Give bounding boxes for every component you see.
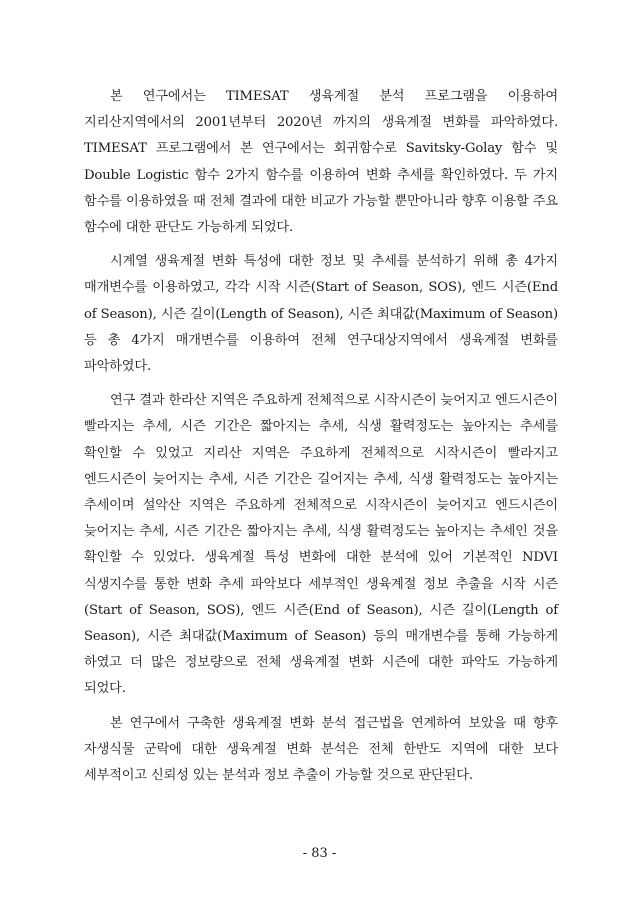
paragraph-parameters: 시계열 생육계절 변화 특성에 대한 정보 및 추세를 분석하기 위해 총 4가지 매개변수를 이용하였고, 각각 시작 시즌(Start of Season, SOS), 엔드 시즌(End of Season), 시즌 길이(Length of Season), 시즌 최대값(Maximum of Season) 등 총 4가지 매개변수를 이용하여 전체 연구대상지역에서 생육계절 변화를 파악하였다.	[84, 254, 558, 375]
paragraph-conclusion: 본 연구에서 구축한 생육계절 변화 분석 접근법을 연계하여 보았을 때 향후 자생식물 군락에 대한 생육계절 변화 분석은 전체 한반도 지역에 대한 보다 세부적이고 신뢰성 있는 분석과 정보 추출이 가능할 것으로 판단된다.	[84, 715, 558, 784]
paragraph-timesat-intro: 본 연구에서는 TIMESAT 생육계절 분석 프로그램을 이용하여 지리산지역에서의 2001년부터 2020년 까지의 생육계절 변화를 파악하였다. TIMESAT 프로그램에서 본 연구에서는 회귀함수로 Savitsky-Golay 함수 및 Double Logistic 함수 2가지 함수를 이용하여 변화 추세를 확인하였다. 두 가지 함수를 이용하였을 때 전체 결과에 대한 비교가 가능할 뿐만아니라 향후 이용할 주요 함수에 대한 판단도 가능하게 되었다.	[84, 89, 558, 236]
document-body	[84, 84, 558, 797]
page-number: - 83 -	[302, 846, 337, 861]
paragraph-results: 연구 결과 한라산 지역은 주요하게 전체적으로 시작시즌이 늦어지고 엔드시즌이 빨라지는 추세, 시즌 기간은 짧아지는 추세, 식생 활력정도는 높아지는 추세를 확인할 수 있었고 지리산 지역은 주요하게 전체적으로 시작시즌이 빨라지고 엔드시즌이 늦어지는 추세, 시즌 기간은 길어지는 추세, 식생 활력정도는 높아지는 추세이며 설악산 지역은 주요하게 전체적으로 시작시즌이 늦어지고 엔드시즌이 늦어지는 추세, 시즌 기간은 짧아지는 추세, 식생 활력정도는 높아지는 추세인 것을 확인할 수 있었다. 생육계절 특성 변화에 대한 분석에 있어 기본적인 NDVI 식생지수를 통한 변화 추세 파악보다 세부적인 생육계절 정보 추출을 시작 시즌(Start of Season, SOS), 엔드 시즌(End of Season), 시즌 길이(Length of Season), 시즌 최대값(Maximum of Season) 등의 매개변수를 통해 가능하게 하였고 더 많은 정보량으로 전체 생육계절 변화 시즌에 대한 파악도 가능하게 되었다.	[84, 393, 558, 697]
